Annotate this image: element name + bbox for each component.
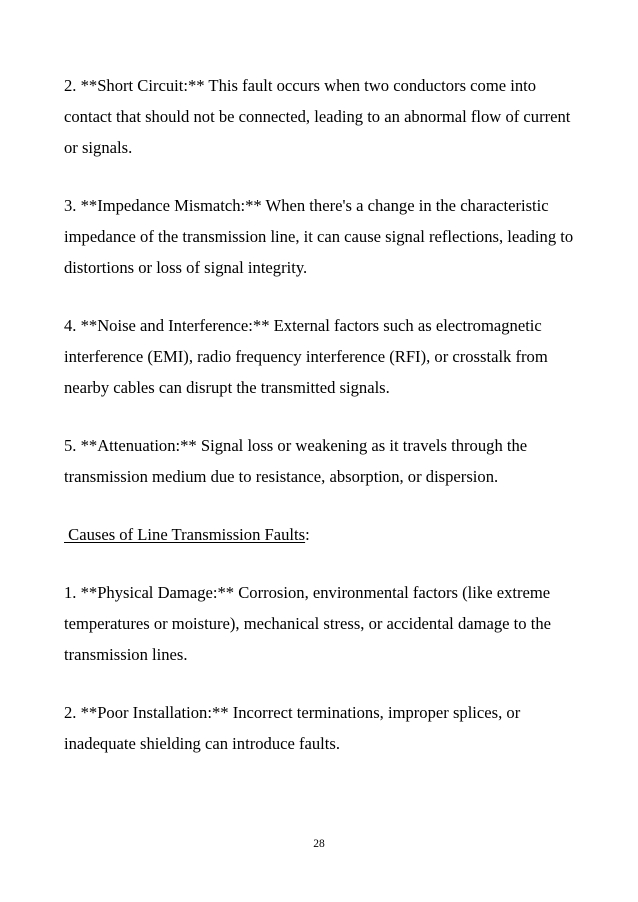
fault-item-short-circuit (64, 70, 604, 163)
page-number: 28 (313, 838, 325, 850)
text-line: transmission lines. (64, 645, 188, 664)
cause-item-poor-installation (64, 697, 604, 759)
page-content (64, 70, 604, 786)
section-heading-colon: : (305, 525, 310, 544)
text-line: 4. **Noise and Interference:** External factors such as electromagnetic (64, 316, 542, 335)
text-line: 2. **Poor Installation:** Incorrect terminations, improper splices, or (64, 703, 521, 722)
text-line: nearby cables can disrupt the transmitted signals. (64, 378, 390, 397)
fault-item-noise-interference (64, 310, 604, 403)
text-line: inadequate shielding can introduce faults. (64, 734, 341, 753)
fault-item-impedance-mismatch (64, 190, 604, 283)
cause-item-physical-damage (64, 577, 604, 670)
text-line: contact that should not be connected, leading to an abnormal flow of current (64, 107, 571, 126)
text-line: transmission medium due to resistance, absorption, or dispersion. (64, 467, 499, 486)
section-heading-text: Causes of Line Transmission Faults (64, 525, 306, 544)
text-line: interference (EMI), radio frequency interference (RFI), or crosstalk from (64, 347, 548, 366)
text-line: 2. **Short Circuit:** This fault occurs when two conductors come into (64, 76, 537, 95)
text-line: distortions or loss of signal integrity. (64, 258, 308, 277)
text-line: 5. **Attenuation:** Signal loss or weakening as it travels through the (64, 436, 528, 455)
section-heading (64, 519, 604, 550)
fault-item-attenuation (64, 430, 604, 492)
text-line: 3. **Impedance Mismatch:** When there's a change in the characteristic (64, 196, 549, 215)
text-line: impedance of the transmission line, it can cause signal reflections, leading to (64, 227, 574, 246)
text-line: or signals. (64, 138, 133, 157)
text-line: 1. **Physical Damage:** Corrosion, environmental factors (like extreme (64, 583, 551, 602)
text-line: temperatures or moisture), mechanical stress, or accidental damage to the (64, 614, 552, 633)
